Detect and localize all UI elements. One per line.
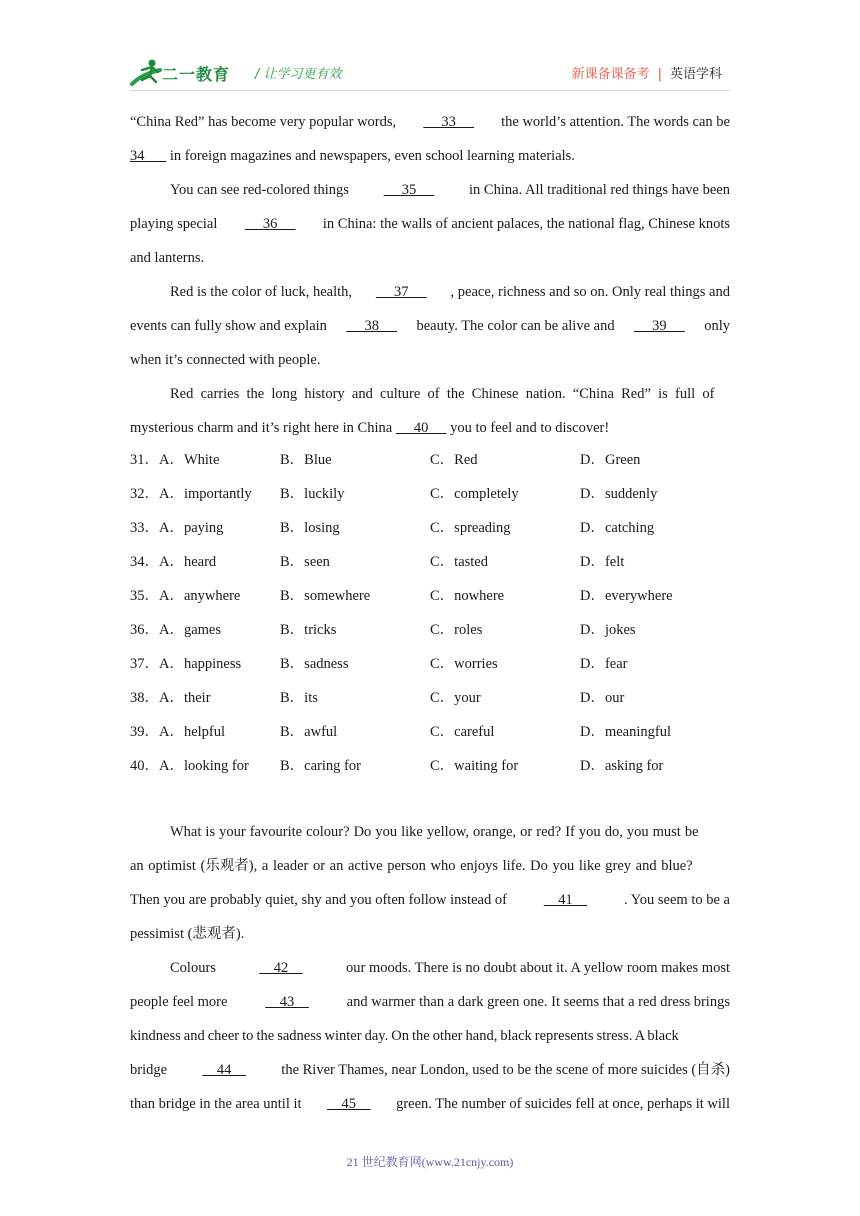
question-37-option-a: 37．A．happiness xyxy=(130,656,242,672)
question-31-option-b: B．Blue xyxy=(280,452,332,468)
blank-37: 37 xyxy=(375,284,427,300)
question-33-option-b: B．losing xyxy=(280,520,340,536)
header-divider xyxy=(130,90,730,91)
passage-line: playing special 36 in China: the walls of ancient palaces, the national flag, Chinese knots xyxy=(130,216,730,232)
passage-line: “China Red” has become very popular words, 33 the world’s attention. The words can be xyxy=(130,114,730,130)
passage-line: What is your favourite colour? Do you like yellow, orange, or red? If you do, you must be xyxy=(170,824,699,840)
blank-44: 44 xyxy=(202,1062,246,1078)
passage-line: than bridge in the area until it 45 green. The number of suicides fell at once, perhaps it will xyxy=(130,1096,730,1112)
question-32-option-b: B．luckily xyxy=(280,486,345,502)
blank-33: 33 xyxy=(423,114,475,130)
question-34-option-d: D．felt xyxy=(580,554,625,570)
question-32-option-a: 32．A．importantly xyxy=(130,486,252,502)
blank-41: 41 xyxy=(543,892,588,908)
question-32-option-c: C．completely xyxy=(430,486,519,502)
runner-icon xyxy=(130,58,164,88)
passage-line: and lanterns. xyxy=(130,250,205,266)
option-row xyxy=(130,722,730,742)
blank-39: 39 xyxy=(634,318,685,334)
blank-38: 38 xyxy=(346,318,398,334)
question-38-option-b: B．its xyxy=(280,690,318,706)
question-31-option-c: C．Red xyxy=(430,452,478,468)
question-33-option-d: D．catching xyxy=(580,520,655,536)
passage-line: You can see red-colored things 35 in China. All traditional red things have been xyxy=(170,182,730,198)
passage-line: Red carries the long history and culture of the Chinese nation. “China Red” is full of xyxy=(170,386,715,402)
blank-35: 35 xyxy=(383,182,435,198)
option-row xyxy=(130,688,730,708)
question-38-option-c: C．your xyxy=(430,690,481,706)
question-31-option-d: D．Green xyxy=(580,452,641,468)
option-row xyxy=(130,756,730,776)
question-40-option-c: C．waiting for xyxy=(430,758,519,774)
question-35-option-b: B．somewhere xyxy=(280,588,371,604)
blank-42: 42 xyxy=(259,960,303,976)
option-row xyxy=(130,450,730,470)
passage-line: 34 in foreign magazines and newspapers, even school learning materials. xyxy=(130,148,575,164)
question-39-option-a: 39．A．helpful xyxy=(130,724,226,740)
question-35-option-c: C．nowhere xyxy=(430,588,505,604)
header-tags xyxy=(572,63,722,82)
course-label: 新课备课备考 xyxy=(571,67,650,82)
question-38-option-d: D．our xyxy=(580,690,625,706)
slogan: / 让学习更有效 xyxy=(255,67,342,82)
question-31-option-a: 31．A．White xyxy=(130,452,220,468)
question-35-option-a: 35．A．anywhere xyxy=(130,588,241,604)
question-34-option-b: B．seen xyxy=(280,554,330,570)
passage-line: Red is the color of luck, health, 37 , peace, richness and so on. Only real things and xyxy=(170,284,730,300)
blank-40: 40 xyxy=(395,420,447,436)
header-separator: | xyxy=(657,67,662,82)
option-row xyxy=(130,654,730,674)
question-37-option-b: B．sadness xyxy=(280,656,349,672)
question-38-option-a: 38．A．their xyxy=(130,690,211,706)
passage-line: people feel more 43 and warmer than a dark green one. It seems that a red dress brings xyxy=(130,994,730,1010)
page-footer: 21 世纪教育网(www.21cnjy.com) xyxy=(346,1155,514,1169)
option-row xyxy=(130,620,730,640)
question-37-option-c: C．worries xyxy=(430,656,498,672)
question-40-option-b: B．caring for xyxy=(280,758,361,774)
blank-45: 45 xyxy=(327,1096,371,1112)
question-39-option-c: C．careful xyxy=(430,724,495,740)
question-36-option-a: 36．A．games xyxy=(130,622,222,638)
question-36-option-c: C．roles xyxy=(430,622,483,638)
passage-line: an optimist (乐观者), a leader or an active person who enjoys life. Do you like grey and blue? xyxy=(130,858,693,874)
blank-36: 36 xyxy=(244,216,296,232)
question-39-option-b: B．awful xyxy=(280,724,338,740)
brand-name: 二一教育 xyxy=(162,65,231,84)
passage-line: Then you are probably quiet, shy and you often follow instead of 41 . You seem to be a xyxy=(130,892,730,908)
passage-line: kindness and cheer to the sadness winter day. On the other hand, black represents stress. A black xyxy=(130,1028,679,1044)
brand-logo xyxy=(130,58,250,88)
subject-label: 英语学科 xyxy=(669,67,722,82)
option-row xyxy=(130,552,730,572)
option-row xyxy=(130,484,730,504)
question-37-option-d: D．fear xyxy=(580,656,628,672)
question-35-option-d: D．everywhere xyxy=(580,588,673,604)
passage-line: when it’s connected with people. xyxy=(130,352,321,368)
blank-43: 43 xyxy=(265,994,309,1010)
question-33-option-a: 33．A．paying xyxy=(130,520,224,536)
question-34-option-c: C．tasted xyxy=(430,554,488,570)
question-36-option-b: B．tricks xyxy=(280,622,337,638)
question-34-option-a: 34．A．heard xyxy=(130,554,217,570)
passage-line: mysterious charm and it’s right here in China 40 you to feel and to discover! xyxy=(130,420,610,436)
passage-line: bridge 44 the River Thames, near London, used to be the scene of more suicides (自杀) xyxy=(130,1062,730,1078)
passage-line: events can fully show and explain 38 beauty. The color can be alive and 39 only xyxy=(130,318,730,334)
question-40-option-d: D．asking for xyxy=(580,758,664,774)
question-32-option-d: D．suddenly xyxy=(580,486,658,502)
question-33-option-c: C．spreading xyxy=(430,520,511,536)
question-40-option-a: 40．A．looking for xyxy=(130,758,249,774)
blank-34: 34 xyxy=(130,148,167,164)
option-row xyxy=(130,518,730,538)
passage-line: Colours 42 our moods. There is no doubt about it. A yellow room makes most xyxy=(170,960,730,976)
question-39-option-d: D．meaningful xyxy=(580,724,672,740)
passage-line: pessimist (悲观者). xyxy=(130,926,245,942)
option-row xyxy=(130,586,730,606)
page-header xyxy=(130,58,730,88)
question-36-option-d: D．jokes xyxy=(580,622,636,638)
